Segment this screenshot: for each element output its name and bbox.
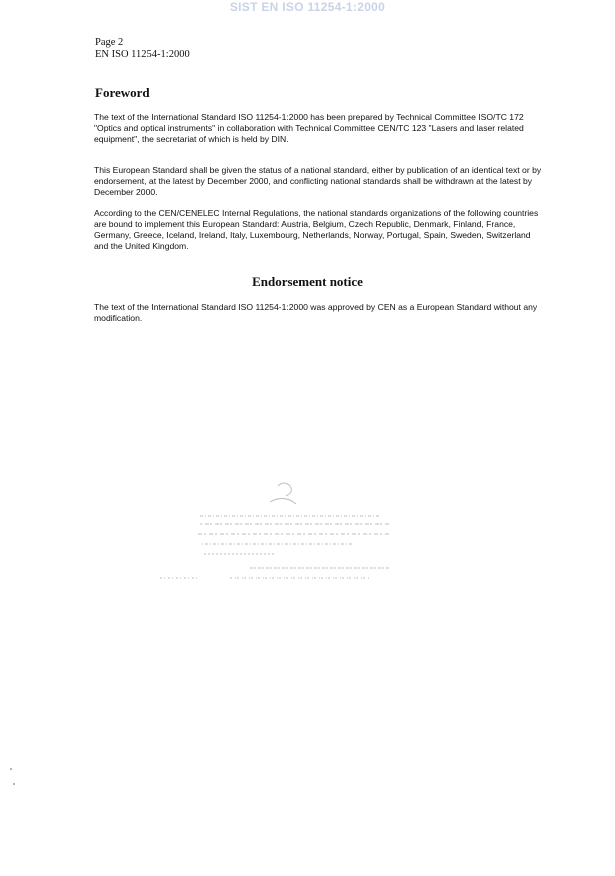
faded-stamp-image [150, 478, 390, 588]
page-number: Page 2 [95, 37, 124, 48]
page-info [95, 37, 190, 61]
document-number: EN ISO 11254-1:2000 [95, 49, 190, 60]
foreword-paragraph-2: This European Standard shall be given the status of a national standard, either by publication of an identical text or by endorsement, at the latest by December 2000, and conflicting national standards shall be withdrawn at the latest by December 2000. [94, 165, 542, 197]
foreword-paragraph-3: According to the CEN/CENELEC Internal Regulations, the national standards organizations of the following countries are bound to implement this European Standard: Austria, Belgium, Czech Republic, Denmark, Finland, France, Germany, Greece, Iceland, Ireland, Italy, Luxembourg, Netherlands, Norway, Portugal, Spain, Sweden, Switzerland and the United Kingdom. [94, 208, 539, 251]
foreword-title: Foreword [95, 85, 150, 100]
scan-speck [13, 783, 15, 785]
endorsement-paragraph: The text of the International Standard ISO 11254-1:2000 was approved by CEN as a European Standard without any modification. [94, 302, 538, 323]
endorsement-title: Endorsement notice [252, 274, 363, 289]
foreword-paragraph-1: The text of the International Standard ISO 11254-1:2000 has been prepared by Technical Committee ISO/TC 172 "Optics and optical instruments" in collaboration with Technical Committee CEN/TC 123 "Lasers and laser related equipment", the secretariat of which is held by DIN. [94, 112, 524, 144]
watermark-header: SIST EN ISO 11254-1:2000 [229, 0, 386, 14]
scan-speck [10, 768, 12, 770]
